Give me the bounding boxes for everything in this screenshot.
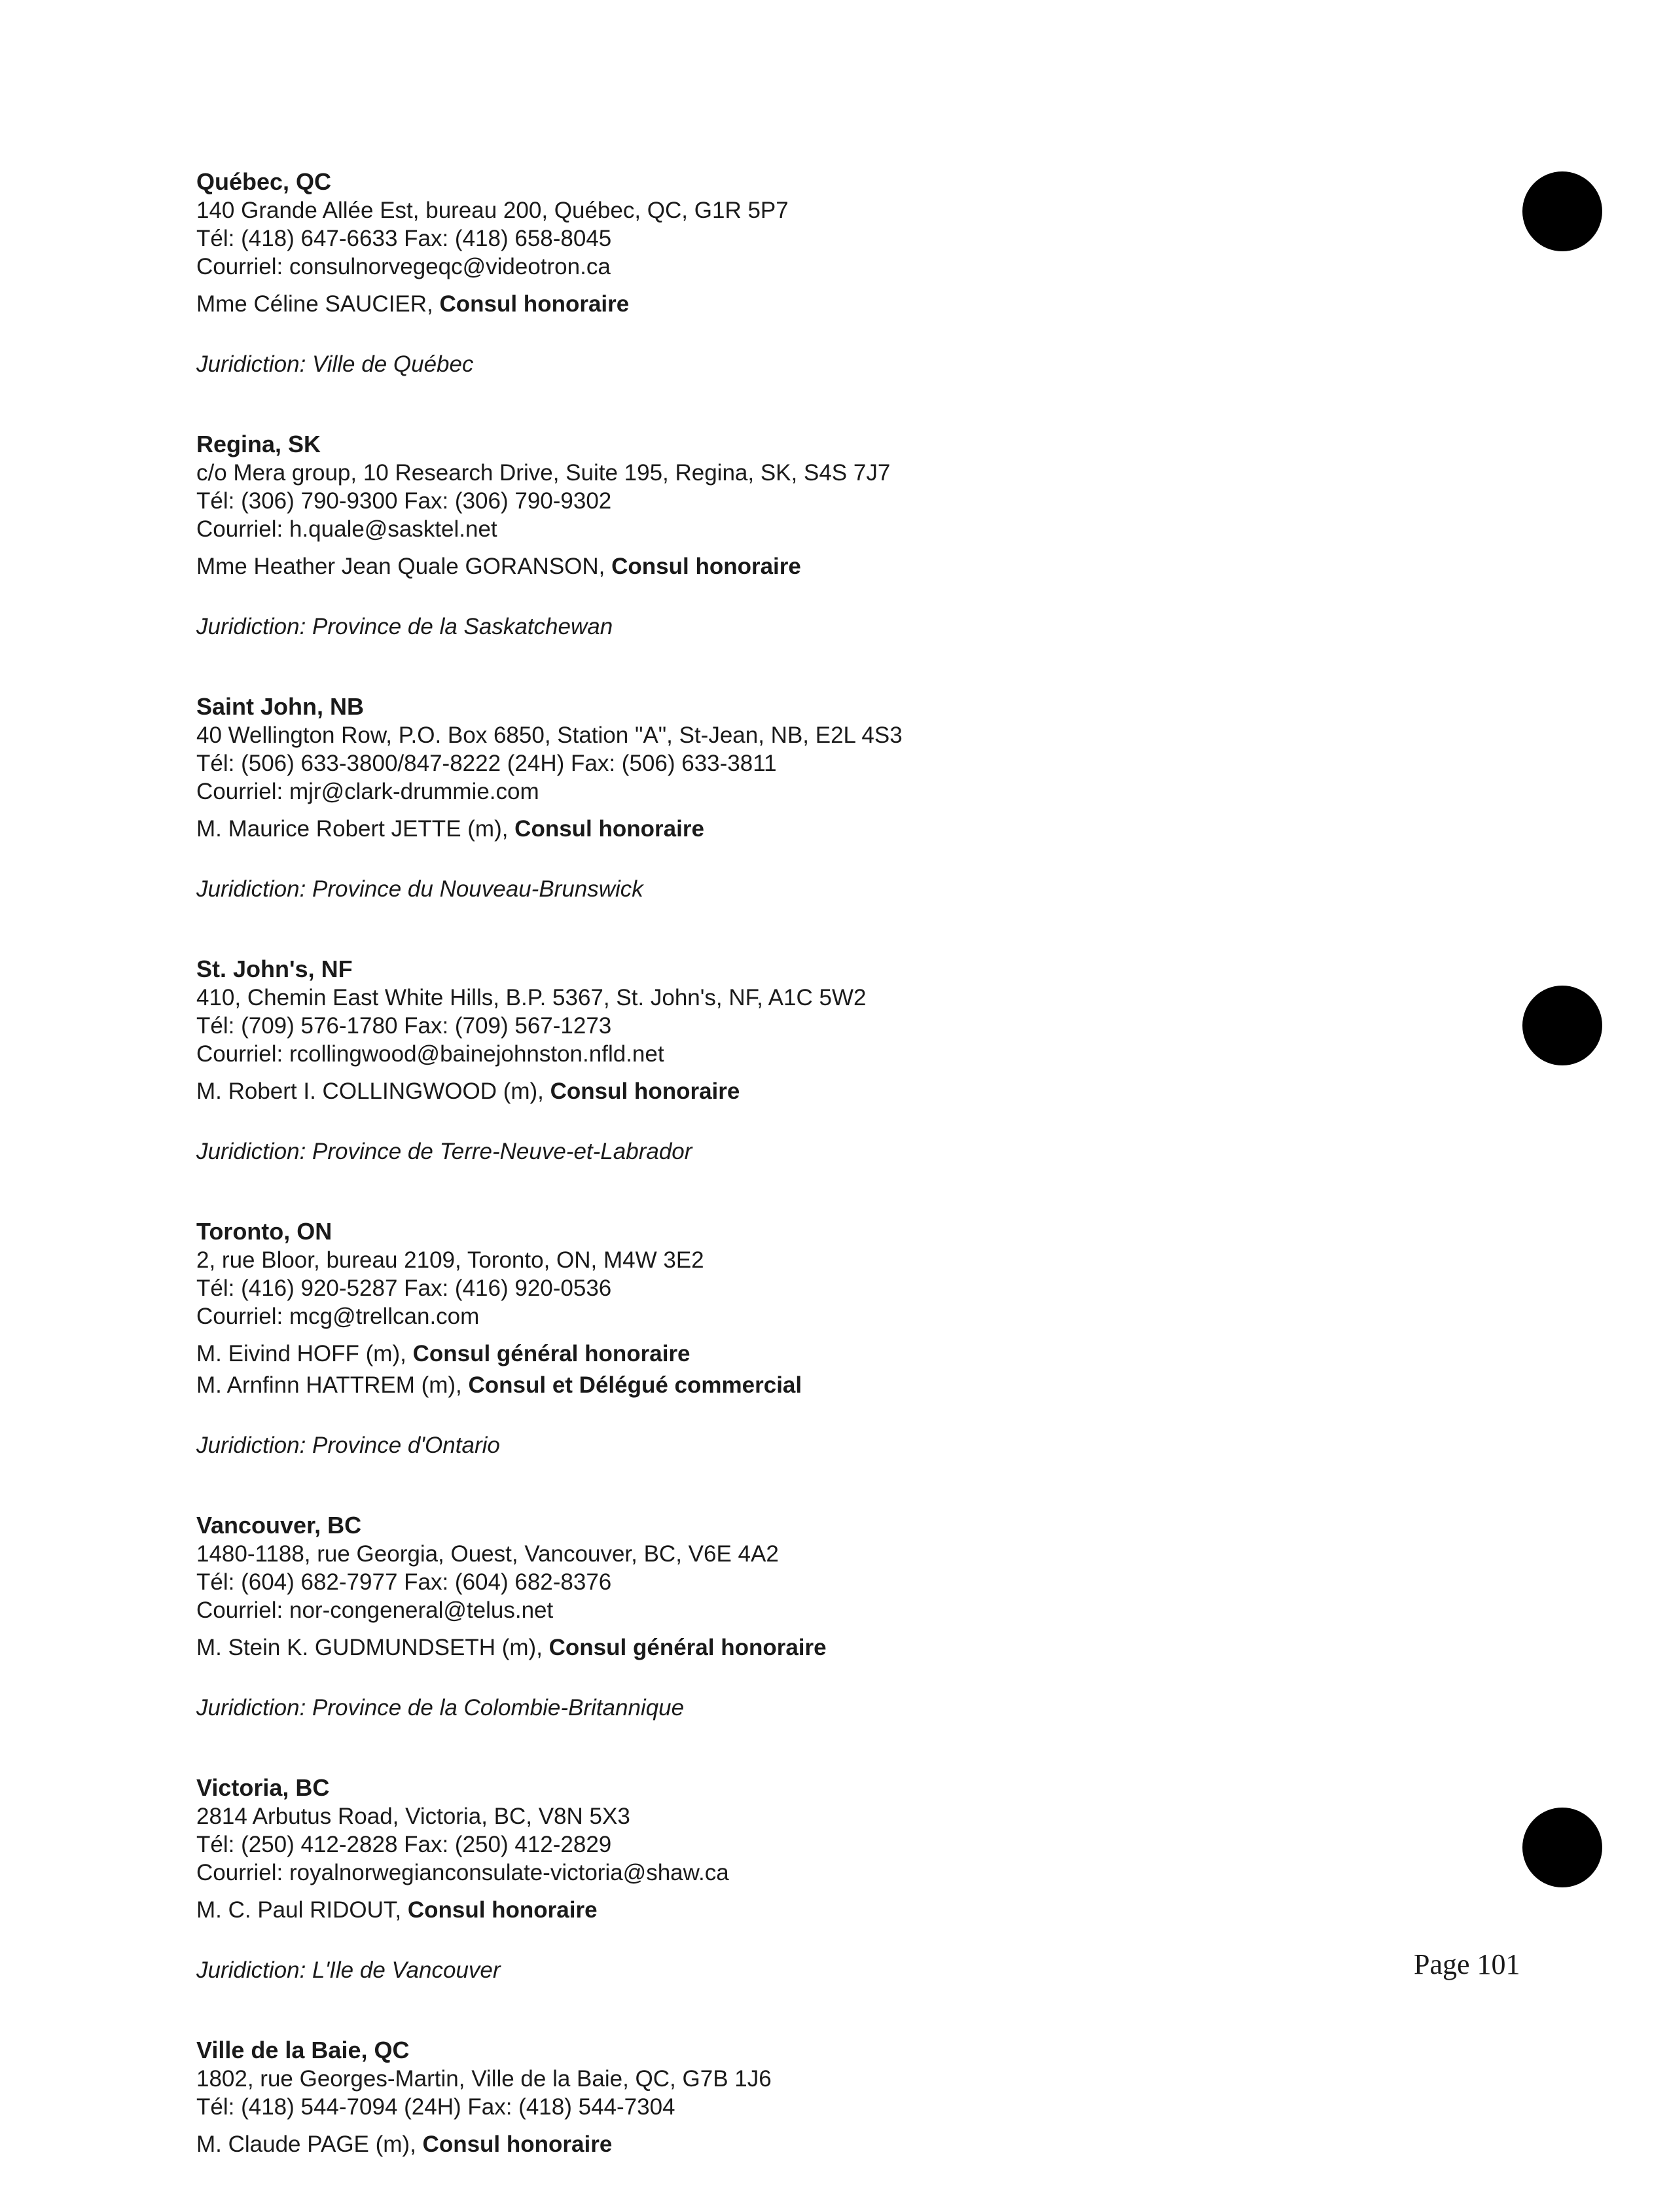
- consul-entry: [196, 1370, 1473, 1401]
- consul-title: Consul honoraire: [611, 554, 801, 579]
- consul-title: Consul honoraire: [550, 1079, 740, 1104]
- consul-name: M. Claude PAGE (m),: [196, 2132, 423, 2157]
- consul-title: Consul général honoraire: [548, 1635, 827, 1660]
- consul-entry: [196, 1338, 1473, 1370]
- consul-name: M. Arnfinn HATTREM (m),: [196, 1372, 469, 1398]
- consul-title: Consul honoraire: [439, 291, 630, 317]
- address-line: 410, Chemin East White Hills, B.P. 5367, St. John's, NF, A1C 5W2: [196, 985, 867, 1010]
- consul-title: Consul général honoraire: [412, 1341, 691, 1366]
- consulate-entry-toronto: [196, 1217, 1473, 1459]
- consul-name: M. Maurice Robert JETTE (m),: [196, 816, 515, 842]
- jurisdiction-line: Juridiction: Province de la Saskatchewan: [196, 614, 613, 639]
- phone-fax-line: Tél: (416) 920-5287 Fax: (416) 920-0536: [196, 1275, 612, 1301]
- phone-fax-line: Tél: (709) 576-1780 Fax: (709) 567-1273: [196, 1013, 612, 1039]
- consul-name: Mme Heather Jean Quale GORANSON,: [196, 554, 612, 579]
- email-line: Courriel: royalnorwegianconsulate-victoria@shaw.ca: [196, 1860, 729, 1885]
- consul-name: M. C. Paul RIDOUT,: [196, 1897, 408, 1923]
- consulate-entry-quebec: [196, 168, 1473, 378]
- phone-fax-line: Tél: (418) 544-7094 (24H) Fax: (418) 544-7304: [196, 2094, 675, 2120]
- consul-name: Mme Céline SAUCIER,: [196, 291, 440, 317]
- city-heading: Victoria, BC: [196, 1774, 330, 1801]
- consul-entry: [196, 2129, 1473, 2160]
- consul-name: M. Stein K. GUDMUNDSETH (m),: [196, 1635, 549, 1660]
- consul-list: [196, 1338, 1473, 1401]
- punch-hole-top: [1522, 171, 1602, 251]
- consulate-entry-ville-de-la-baie: [196, 2036, 1473, 2160]
- email-line: Courriel: mjr@clark-drummie.com: [196, 779, 539, 804]
- phone-fax-line: Tél: (250) 412-2828 Fax: (250) 412-2829: [196, 1832, 612, 1857]
- city-heading: Saint John, NB: [196, 693, 365, 720]
- city-heading: Regina, SK: [196, 431, 321, 457]
- consul-list: [196, 2129, 1473, 2160]
- consul-name: M. Eivind HOFF (m),: [196, 1341, 413, 1366]
- email-line: Courriel: mcg@trellcan.com: [196, 1304, 480, 1329]
- consul-list: [196, 1076, 1473, 1107]
- punch-hole-middle: [1522, 986, 1602, 1065]
- phone-fax-line: Tél: (604) 682-7977 Fax: (604) 682-8376: [196, 1569, 612, 1595]
- city-heading: Québec, QC: [196, 168, 332, 195]
- address-line: c/o Mera group, 10 Research Drive, Suite 195, Regina, SK, S4S 7J7: [196, 460, 891, 486]
- consul-title: Consul honoraire: [422, 2132, 613, 2157]
- email-line: Courriel: h.quale@sasktel.net: [196, 516, 497, 542]
- consul-list: [196, 813, 1473, 845]
- page-number: Page 101: [1414, 1948, 1520, 1980]
- consul-list: [196, 1632, 1473, 1664]
- email-line: Courriel: consulnorvegeqc@videotron.ca: [196, 254, 611, 279]
- address-line: 2, rue Bloor, bureau 2109, Toronto, ON, M4W 3E2: [196, 1247, 704, 1273]
- jurisdiction-line: Juridiction: L'Ile de Vancouver: [196, 1957, 501, 1983]
- consul-list: [196, 551, 1473, 582]
- consul-title: Consul honoraire: [407, 1897, 598, 1923]
- city-heading: Toronto, ON: [196, 1218, 332, 1245]
- consul-entry: [196, 1895, 1473, 1926]
- consul-entry: [196, 551, 1473, 582]
- consulate-entry-victoria: [196, 1774, 1473, 1984]
- consul-name: M. Robert I. COLLINGWOOD (m),: [196, 1079, 550, 1104]
- jurisdiction-line: Juridiction: Province du Nouveau-Brunswick: [196, 876, 643, 902]
- consul-list: [196, 1895, 1473, 1926]
- address-line: 1802, rue Georges-Martin, Ville de la Baie, QC, G7B 1J6: [196, 2066, 772, 2092]
- consul-title: Consul et Délégué commercial: [468, 1372, 802, 1398]
- jurisdiction-line: Juridiction: Province d'Ontario: [196, 1433, 500, 1458]
- phone-fax-line: Tél: (306) 790-9300 Fax: (306) 790-9302: [196, 488, 612, 514]
- consulate-entry-regina: [196, 430, 1473, 641]
- city-heading: St. John's, NF: [196, 955, 353, 982]
- consul-entry: [196, 813, 1473, 845]
- city-heading: Ville de la Baie, QC: [196, 2037, 410, 2063]
- consulate-list: [196, 168, 1473, 2212]
- phone-fax-line: Tél: (506) 633-3800/847-8222 (24H) Fax: (506) 633-3811: [196, 751, 777, 776]
- jurisdiction-line: Juridiction: Ville de Québec: [196, 351, 474, 377]
- consul-entry: [196, 1632, 1473, 1664]
- consul-title: Consul honoraire: [514, 816, 704, 842]
- consulate-entry-saint-john: [196, 692, 1473, 903]
- consul-list: [196, 289, 1473, 320]
- email-line: Courriel: nor-congeneral@telus.net: [196, 1597, 554, 1623]
- address-line: 140 Grande Allée Est, bureau 200, Québec, QC, G1R 5P7: [196, 198, 789, 223]
- email-line: Courriel: rcollingwood@bainejohnston.nfld.net: [196, 1041, 664, 1067]
- punch-hole-bottom: [1522, 1808, 1602, 1887]
- address-line: 40 Wellington Row, P.O. Box 6850, Station "A", St-Jean, NB, E2L 4S3: [196, 722, 903, 748]
- address-line: 1480-1188, rue Georgia, Ouest, Vancouver, BC, V6E 4A2: [196, 1541, 779, 1567]
- jurisdiction-line: Juridiction: Province de Terre-Neuve-et-Labrador: [196, 1139, 692, 1164]
- consul-entry: [196, 1076, 1473, 1107]
- consul-entry: [196, 289, 1473, 320]
- city-heading: Vancouver, BC: [196, 1512, 362, 1539]
- consulate-entry-vancouver: [196, 1511, 1473, 1722]
- consulate-entry-st-johns: [196, 955, 1473, 1166]
- jurisdiction-line: Juridiction: Province de la Colombie-Britannique: [196, 1695, 685, 1721]
- phone-fax-line: Tél: (418) 647-6633 Fax: (418) 658-8045: [196, 226, 612, 251]
- address-line: 2814 Arbutus Road, Victoria, BC, V8N 5X3: [196, 1804, 630, 1829]
